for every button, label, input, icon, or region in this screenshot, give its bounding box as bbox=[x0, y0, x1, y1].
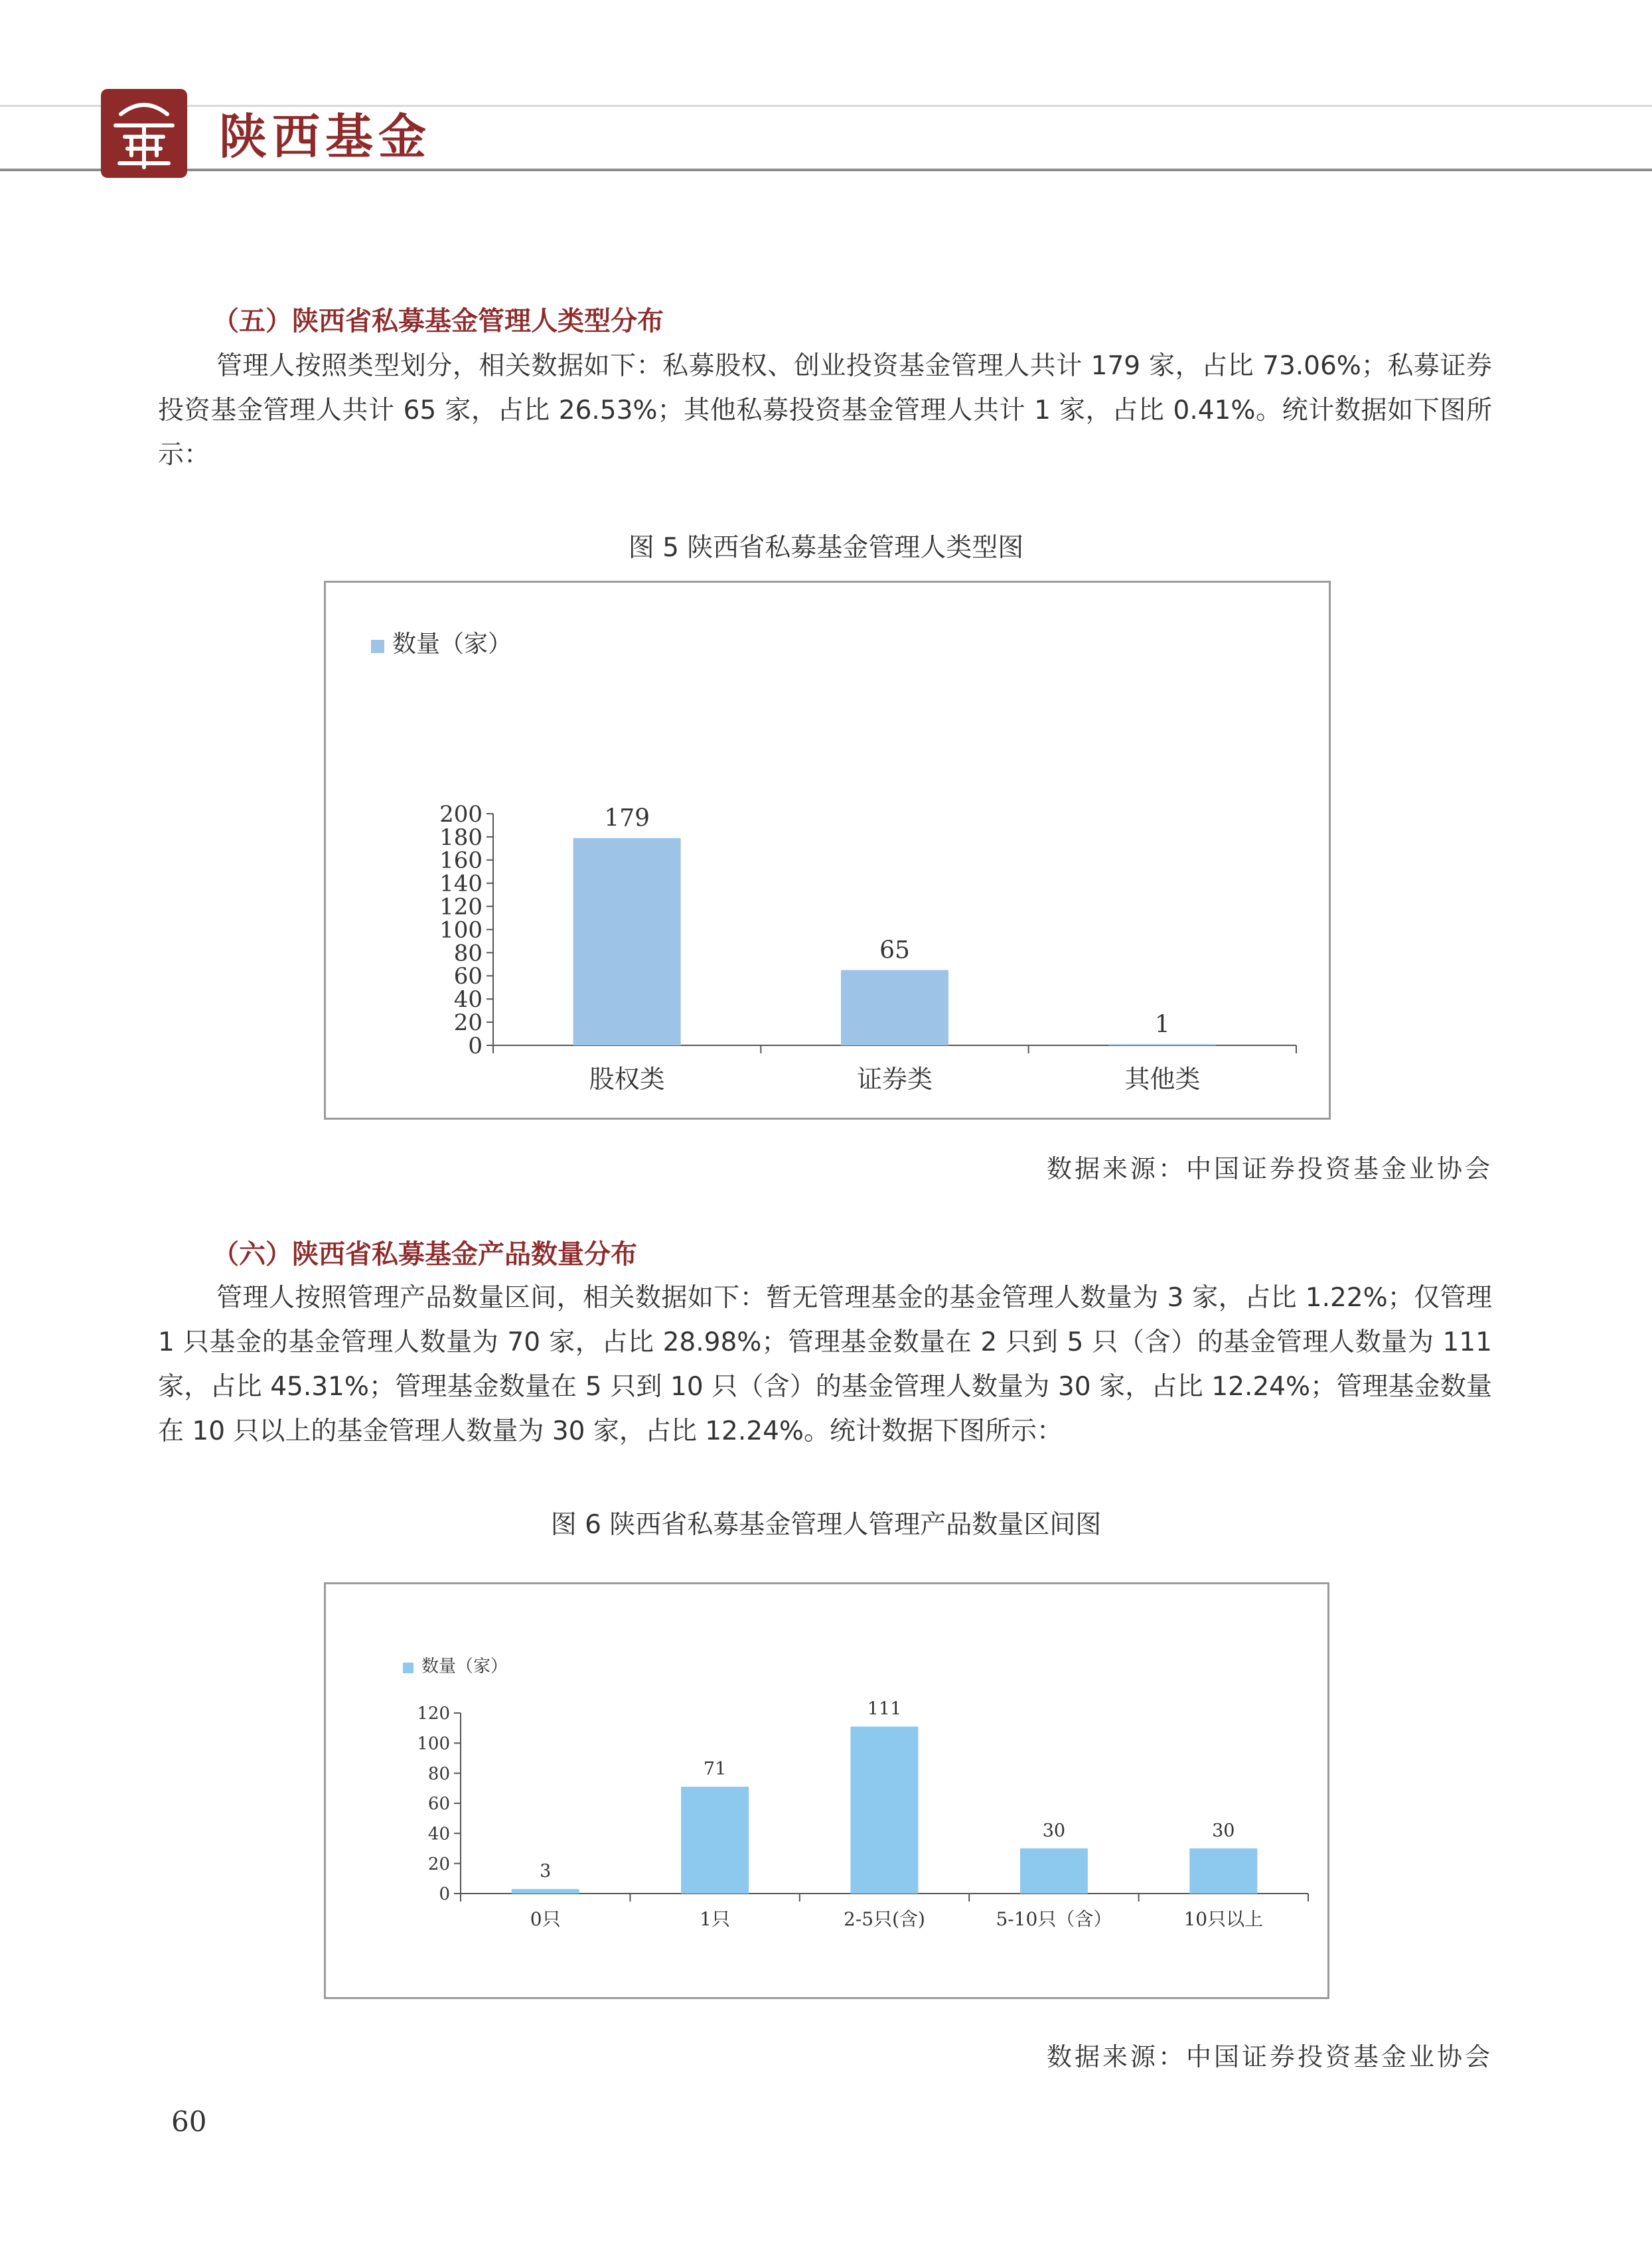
y-tick-label: 160 bbox=[439, 847, 483, 874]
y-tick-label: 60 bbox=[427, 1794, 450, 1815]
y-tick-label: 100 bbox=[417, 1734, 450, 1754]
section-5-title: （五）陕西省私募基金管理人类型分布 bbox=[212, 306, 664, 336]
bar-1 bbox=[512, 1889, 579, 1894]
x-category-label: 0只 bbox=[530, 1908, 561, 1930]
data-label: 30 bbox=[1212, 1821, 1235, 1841]
bar-4 bbox=[1020, 1848, 1088, 1894]
page-number: 60 bbox=[171, 2105, 207, 2138]
figure-5-chart bbox=[324, 581, 1331, 1120]
data-label: 3 bbox=[540, 1861, 552, 1882]
brand-title: 陕西基金 bbox=[219, 108, 432, 165]
y-tick-label: 120 bbox=[417, 1704, 450, 1724]
y-tick-label: 0 bbox=[468, 1032, 483, 1059]
y-tick-label: 80 bbox=[453, 940, 483, 967]
data-label: 65 bbox=[879, 936, 910, 964]
legend-swatch bbox=[403, 1663, 413, 1673]
x-category-label: 1只 bbox=[700, 1908, 731, 1930]
y-tick-label: 20 bbox=[427, 1854, 450, 1874]
header-bottom-rule bbox=[0, 169, 1652, 171]
x-category-label: 2-5只(含) bbox=[844, 1908, 925, 1930]
section-6-paragraph: 管理人按照管理产品数量区间，相关数据如下：暂无管理基金的基金管理人数量为 3 家，占比 1.22%；仅管理 1 只基金的基金管理人数量为 70 家，占比 28.98%；管理基金数量在 2 只到 5 只（含）的基金管理人数量为 111 家，占比 45.31%；管理基金数量在 5 只到 10 只（含）的基金管理人数量为 30 家，占比 12.24%；管理基金数量在 10 只以上的基金管理人数量为 30 家，占比 12.24%。统计数据下图所示： bbox=[158, 1283, 1492, 1446]
bar-2 bbox=[681, 1787, 749, 1894]
y-tick-label: 40 bbox=[427, 1824, 450, 1844]
y-tick-label: 100 bbox=[439, 917, 483, 944]
figure-6-chart bbox=[324, 1582, 1329, 1999]
x-category-label: 5-10只（含） bbox=[996, 1908, 1112, 1930]
chart-2-svg bbox=[326, 1584, 1327, 1997]
y-tick-label: 20 bbox=[453, 1009, 483, 1036]
data-label: 179 bbox=[604, 804, 650, 832]
y-tick-label: 200 bbox=[439, 800, 483, 828]
x-category-label: 其他类 bbox=[1124, 1065, 1201, 1094]
figure-5-title: 图 5 陕西省私募基金管理人类型图 bbox=[628, 533, 1024, 563]
y-tick-label: 180 bbox=[439, 824, 483, 851]
figure-6-source: 数据来源：中国证券投资基金业协会 bbox=[1046, 2042, 1493, 2071]
data-label: 71 bbox=[703, 1759, 727, 1780]
x-category-label: 股权类 bbox=[589, 1065, 665, 1094]
bar-2 bbox=[841, 970, 948, 1045]
data-label: 30 bbox=[1042, 1821, 1066, 1841]
chart-1-svg bbox=[326, 583, 1329, 1118]
y-tick-label: 120 bbox=[439, 893, 483, 921]
y-tick-label: 140 bbox=[439, 870, 483, 897]
legend-label: 数量（家） bbox=[392, 631, 512, 658]
bar-5 bbox=[1189, 1848, 1257, 1894]
bar-1 bbox=[573, 838, 681, 1045]
section-5-paragraph: 管理人按照类型划分，相关数据如下：私募股权、创业投资基金管理人共计 179 家，占比 73.06%；私募证券投资基金管理人共计 65 家，占比 26.53%；其他私募投资基金管理人共计 1 家，占比 0.41%。统计数据如下图所示： bbox=[158, 351, 1492, 470]
bar-3 bbox=[851, 1726, 919, 1894]
legend-swatch bbox=[371, 640, 384, 653]
x-category-label: 证券类 bbox=[856, 1065, 933, 1094]
x-category-label: 10只以上 bbox=[1183, 1908, 1264, 1930]
figure-5-source: 数据来源：中国证券投资基金业协会 bbox=[1046, 1154, 1493, 1183]
section-6-title: （六）陕西省私募基金产品数量分布 bbox=[212, 1239, 637, 1270]
y-tick-label: 60 bbox=[453, 963, 483, 990]
bar-3 bbox=[1108, 1044, 1216, 1045]
data-label: 1 bbox=[1154, 1011, 1170, 1039]
legend-label: 数量（家） bbox=[421, 1657, 508, 1677]
data-label: 111 bbox=[867, 1698, 902, 1720]
y-tick-label: 0 bbox=[439, 1884, 450, 1905]
y-tick-label: 40 bbox=[453, 986, 483, 1013]
y-tick-label: 80 bbox=[427, 1763, 450, 1784]
seal-logo-icon bbox=[101, 89, 187, 178]
figure-6-title: 图 6 陕西省私募基金管理人管理产品数量区间图 bbox=[550, 1510, 1102, 1540]
